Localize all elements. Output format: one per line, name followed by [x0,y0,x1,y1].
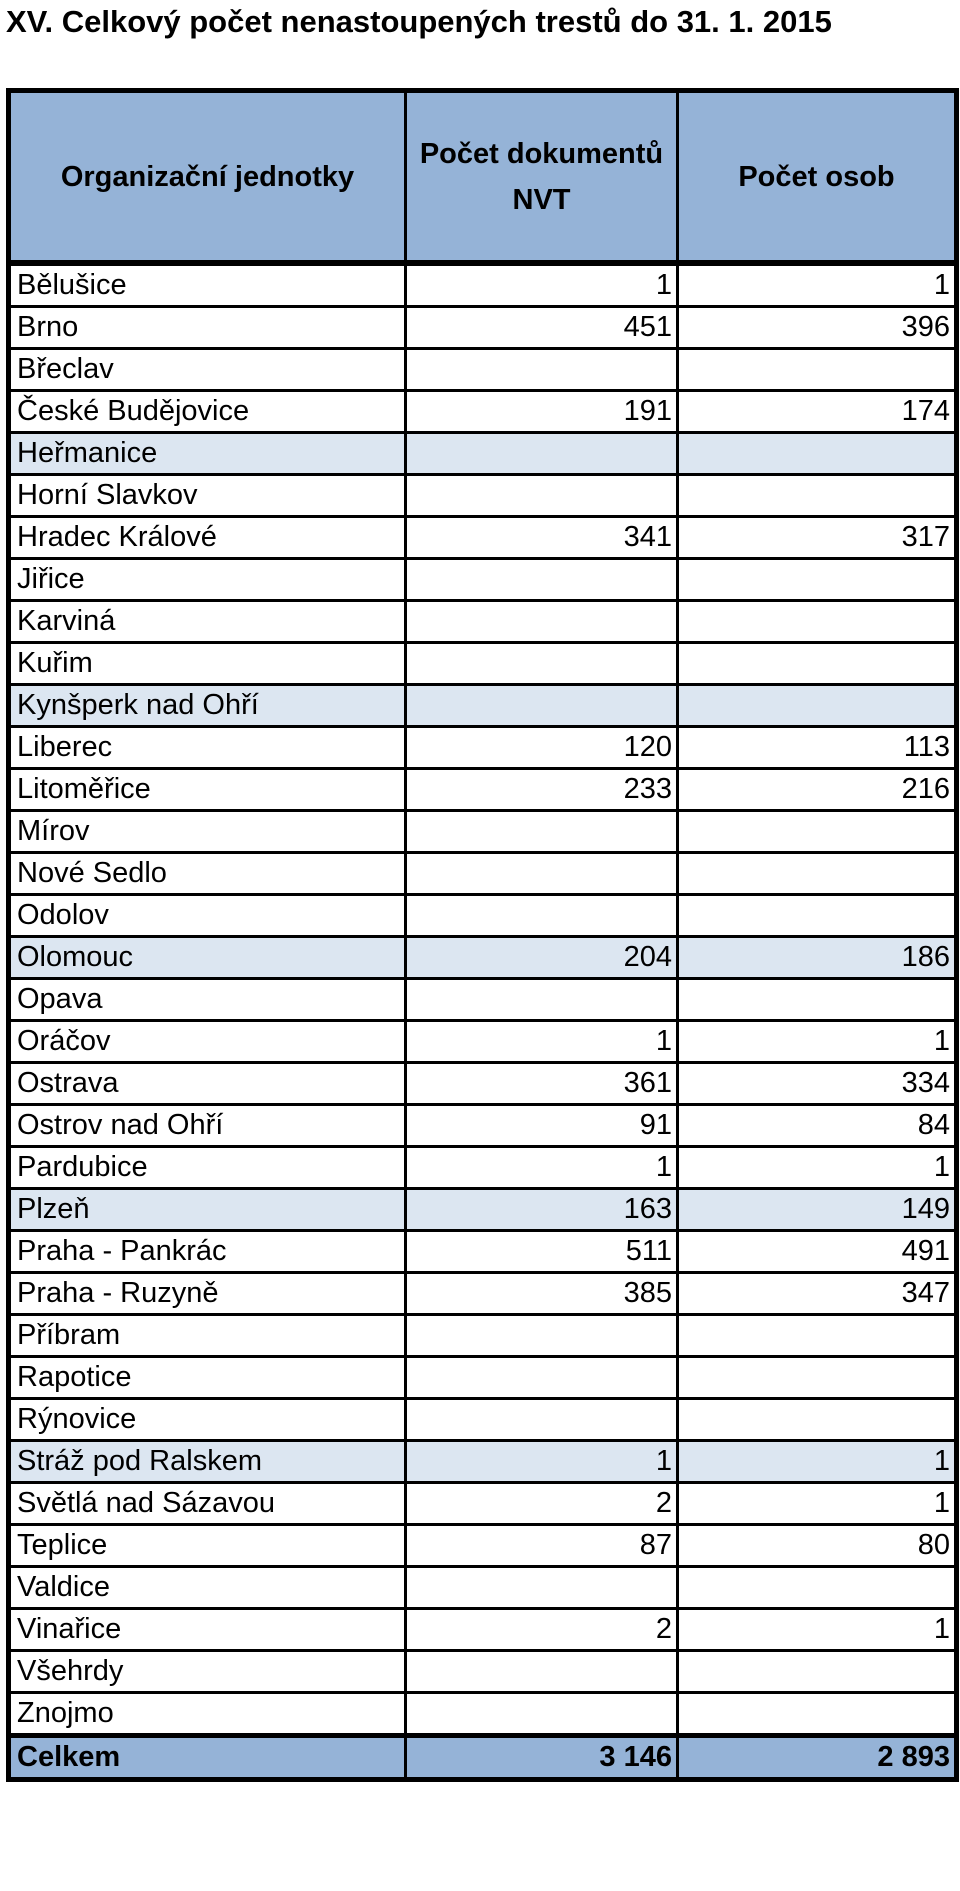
table-row [9,1273,957,1315]
persons-cell [678,475,957,517]
table-footer [9,1736,957,1780]
header-unit-label: Organizační jednotky [60,160,355,193]
unit-name-cell: Olomouc [9,937,406,979]
documents-cell: 341 [406,517,678,559]
persons-cell: 1 [678,263,957,307]
documents-cell [406,1651,678,1693]
documents-cell [406,853,678,895]
persons-cell: 396 [678,307,957,349]
table-row [9,1063,957,1105]
persons-cell [678,559,957,601]
persons-cell [678,1651,957,1693]
unit-name-cell: Mírov [9,811,406,853]
documents-cell: 91 [406,1105,678,1147]
documents-cell [406,559,678,601]
unit-name-cell: Rýnovice [9,1399,406,1441]
unit-name-cell: Teplice [9,1525,406,1567]
table-row [9,1651,957,1693]
table-row [9,517,957,559]
documents-cell: 1 [406,1147,678,1189]
table-row [9,1567,957,1609]
persons-cell: 1 [678,1609,957,1651]
table-body [9,263,957,1736]
persons-cell [678,895,957,937]
documents-cell [406,1693,678,1736]
unit-name-cell: Břeclav [9,349,406,391]
report-table [6,88,959,1782]
documents-cell [406,349,678,391]
table-row [9,307,957,349]
persons-cell [678,1357,957,1399]
documents-cell [406,643,678,685]
header-persons [678,91,957,264]
documents-cell [406,685,678,727]
documents-cell [406,1357,678,1399]
unit-name-cell: Heřmanice [9,433,406,475]
documents-cell [406,433,678,475]
unit-name-cell: Praha - Pankrác [9,1231,406,1273]
persons-cell: 174 [678,391,957,433]
unit-name-cell: Valdice [9,1567,406,1609]
table-row [9,895,957,937]
persons-cell: 216 [678,769,957,811]
documents-cell [406,811,678,853]
unit-name-cell: Stráž pod Ralskem [9,1441,406,1483]
persons-cell: 80 [678,1525,957,1567]
persons-cell: 1 [678,1147,957,1189]
persons-cell [678,643,957,685]
persons-cell: 1 [678,1483,957,1525]
table-row [9,349,957,391]
table-row [9,391,957,433]
documents-cell [406,1567,678,1609]
table-row [9,769,957,811]
unit-name-cell: Litoměřice [9,769,406,811]
documents-cell: 451 [406,307,678,349]
table-row [9,1441,957,1483]
persons-cell: 186 [678,937,957,979]
documents-cell: 1 [406,263,678,307]
unit-name-cell: Vinařice [9,1609,406,1651]
total-persons: 2 893 [678,1736,957,1780]
unit-name-cell: Kynšperk nad Ohří [9,685,406,727]
documents-cell: 191 [406,391,678,433]
unit-name-cell: Oráčov [9,1021,406,1063]
persons-cell [678,601,957,643]
unit-name-cell: Plzeň [9,1189,406,1231]
table-row [9,1189,957,1231]
unit-name-cell: Všehrdy [9,1651,406,1693]
table-row [9,937,957,979]
unit-name-cell: Světlá nad Sázavou [9,1483,406,1525]
unit-name-cell: Praha - Ruzyně [9,1273,406,1315]
persons-cell [678,685,957,727]
unit-name-cell: Brno [9,307,406,349]
unit-name-cell: Nové Sedlo [9,853,406,895]
table-row [9,1315,957,1357]
persons-cell [678,349,957,391]
documents-cell: 385 [406,1273,678,1315]
table-row [9,1147,957,1189]
unit-name-cell: Rapotice [9,1357,406,1399]
persons-cell: 1 [678,1441,957,1483]
persons-cell [678,1315,957,1357]
table-row [9,1693,957,1736]
documents-cell: 204 [406,937,678,979]
table-row [9,559,957,601]
documents-cell: 361 [406,1063,678,1105]
table-row [9,1357,957,1399]
unit-name-cell: Bělušice [9,263,406,307]
table-row [9,263,957,307]
table-row [9,685,957,727]
table-row [9,811,957,853]
table-row [9,1231,957,1273]
unit-name-cell: Pardubice [9,1147,406,1189]
persons-cell: 491 [678,1231,957,1273]
page-title: XV. Celkový počet nenastoupených trestů do 31. 1. 2015 [6,4,832,39]
header-persons-label: Počet osob [738,160,895,193]
table-row [9,1105,957,1147]
table-row [9,1399,957,1441]
header-row [9,91,957,264]
documents-cell: 2 [406,1483,678,1525]
table-row [9,475,957,517]
table-row [9,979,957,1021]
documents-cell [406,475,678,517]
unit-name-cell: Liberec [9,727,406,769]
documents-cell: 1 [406,1441,678,1483]
unit-name-cell: Kuřim [9,643,406,685]
documents-cell: 233 [406,769,678,811]
unit-name-cell: Jiřice [9,559,406,601]
unit-name-cell: Ostrava [9,1063,406,1105]
unit-name-cell: Opava [9,979,406,1021]
unit-name-cell: České Budějovice [9,391,406,433]
documents-cell [406,601,678,643]
table-row [9,1609,957,1651]
header-documents [406,91,678,264]
persons-cell: 1 [678,1021,957,1063]
persons-cell: 347 [678,1273,957,1315]
table-row [9,853,957,895]
persons-cell [678,1567,957,1609]
table-row [9,1021,957,1063]
persons-cell [678,1693,957,1736]
table-row [9,1525,957,1567]
unit-name-cell: Horní Slavkov [9,475,406,517]
unit-name-cell: Ostrov nad Ohří [9,1105,406,1147]
documents-cell: 1 [406,1021,678,1063]
persons-cell: 149 [678,1189,957,1231]
persons-cell [678,853,957,895]
persons-cell [678,979,957,1021]
documents-cell: 511 [406,1231,678,1273]
unit-name-cell: Znojmo [9,1693,406,1736]
persons-cell [678,433,957,475]
unit-name-cell: Odolov [9,895,406,937]
documents-cell [406,1399,678,1441]
persons-cell: 317 [678,517,957,559]
persons-cell [678,811,957,853]
header-documents-line2: NVT [512,183,571,216]
persons-cell: 84 [678,1105,957,1147]
documents-cell: 120 [406,727,678,769]
table-row [9,643,957,685]
documents-cell: 2 [406,1609,678,1651]
documents-cell: 87 [406,1525,678,1567]
persons-cell [678,1399,957,1441]
header-documents-line1: Počet dokumentů [419,137,664,170]
persons-cell: 334 [678,1063,957,1105]
documents-cell [406,979,678,1021]
documents-cell [406,895,678,937]
table-row [9,1483,957,1525]
documents-cell: 163 [406,1189,678,1231]
table-row [9,433,957,475]
table-row [9,601,957,643]
total-label: Celkem [9,1736,406,1780]
unit-name-cell: Příbram [9,1315,406,1357]
total-row [9,1736,957,1780]
table-row [9,727,957,769]
documents-cell [406,1315,678,1357]
unit-name-cell: Karviná [9,601,406,643]
persons-cell: 113 [678,727,957,769]
header-unit [9,91,406,264]
unit-name-cell: Hradec Králové [9,517,406,559]
total-documents: 3 146 [406,1736,678,1780]
table-header [9,91,957,264]
